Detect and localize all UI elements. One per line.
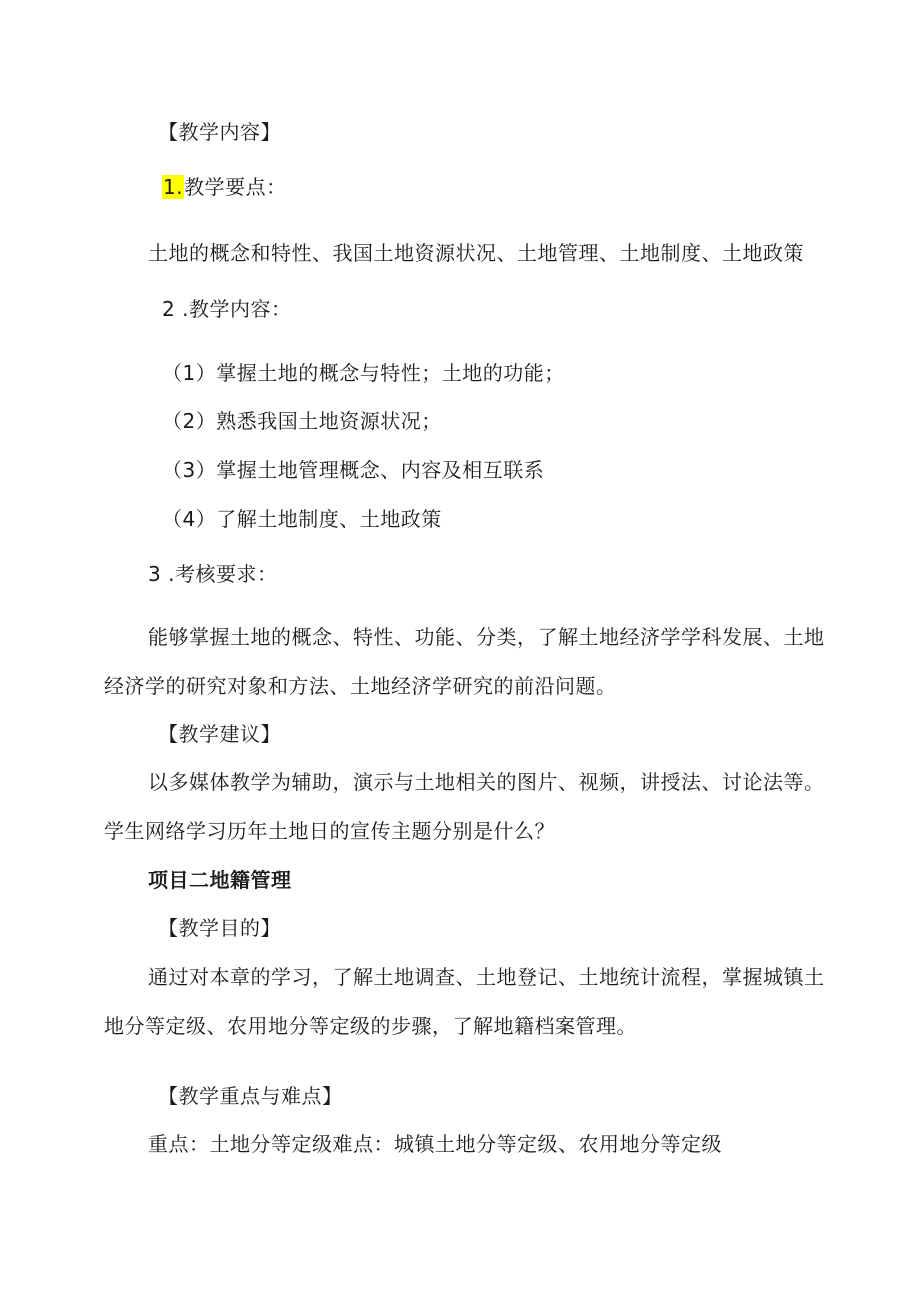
section-heading-teaching-suggestion: 【教学建议】 <box>158 722 281 746</box>
section-heading-teaching-content: 【教学内容】 <box>158 120 281 144</box>
purpose-line: 通过对本章的学习，了解土地调查、土地登记、土地统计流程，掌握城镇土 <box>148 965 825 989</box>
content-list-item: （1）掌握土地的概念与特性；土地的功能； <box>162 361 565 385</box>
project-title: 项目二地籍管理 <box>148 868 292 892</box>
suggestion-line: 以多媒体教学为辅助，演示与土地相关的图片、视频，讲授法、讨论法等。 <box>148 770 825 794</box>
keypoints-line: 重点：土地分等定级难点：城镇土地分等定级、农用地分等定级 <box>148 1132 722 1156</box>
item3-heading: 3 .考核要求： <box>148 562 278 586</box>
suggestion-line: 学生网络学习历年土地日的宣传主题分别是什么？ <box>104 819 555 843</box>
purpose-line: 地分等定级、农用地分等定级的步骤，了解地籍档案管理。 <box>104 1014 637 1038</box>
item1-body: 土地的概念和特性、我国土地资源状况、土地管理、土地制度、土地政策 <box>148 241 804 265</box>
item1-number-highlight: 1. <box>163 175 184 199</box>
item3-body-line: 经济学的研究对象和方法、土地经济学研究的前沿问题。 <box>104 674 617 698</box>
item2-heading: 2 .教学内容： <box>162 297 292 321</box>
item3-body-line: 能够掌握土地的概念、特性、功能、分类，了解土地经济学学科发展、土地 <box>148 625 825 649</box>
section-heading-teaching-purpose: 【教学目的】 <box>158 916 281 940</box>
content-list-item: （2）熟悉我国土地资源状况； <box>162 409 442 433</box>
content-list-item: （3）掌握土地管理概念、内容及相互联系 <box>162 458 545 482</box>
section-heading-key-points: 【教学重点与难点】 <box>158 1084 343 1108</box>
content-list-item: （4）了解土地制度、土地政策 <box>162 507 442 531</box>
item1-heading <box>162 173 287 201</box>
item1-title: 教学要点： <box>184 175 287 199</box>
